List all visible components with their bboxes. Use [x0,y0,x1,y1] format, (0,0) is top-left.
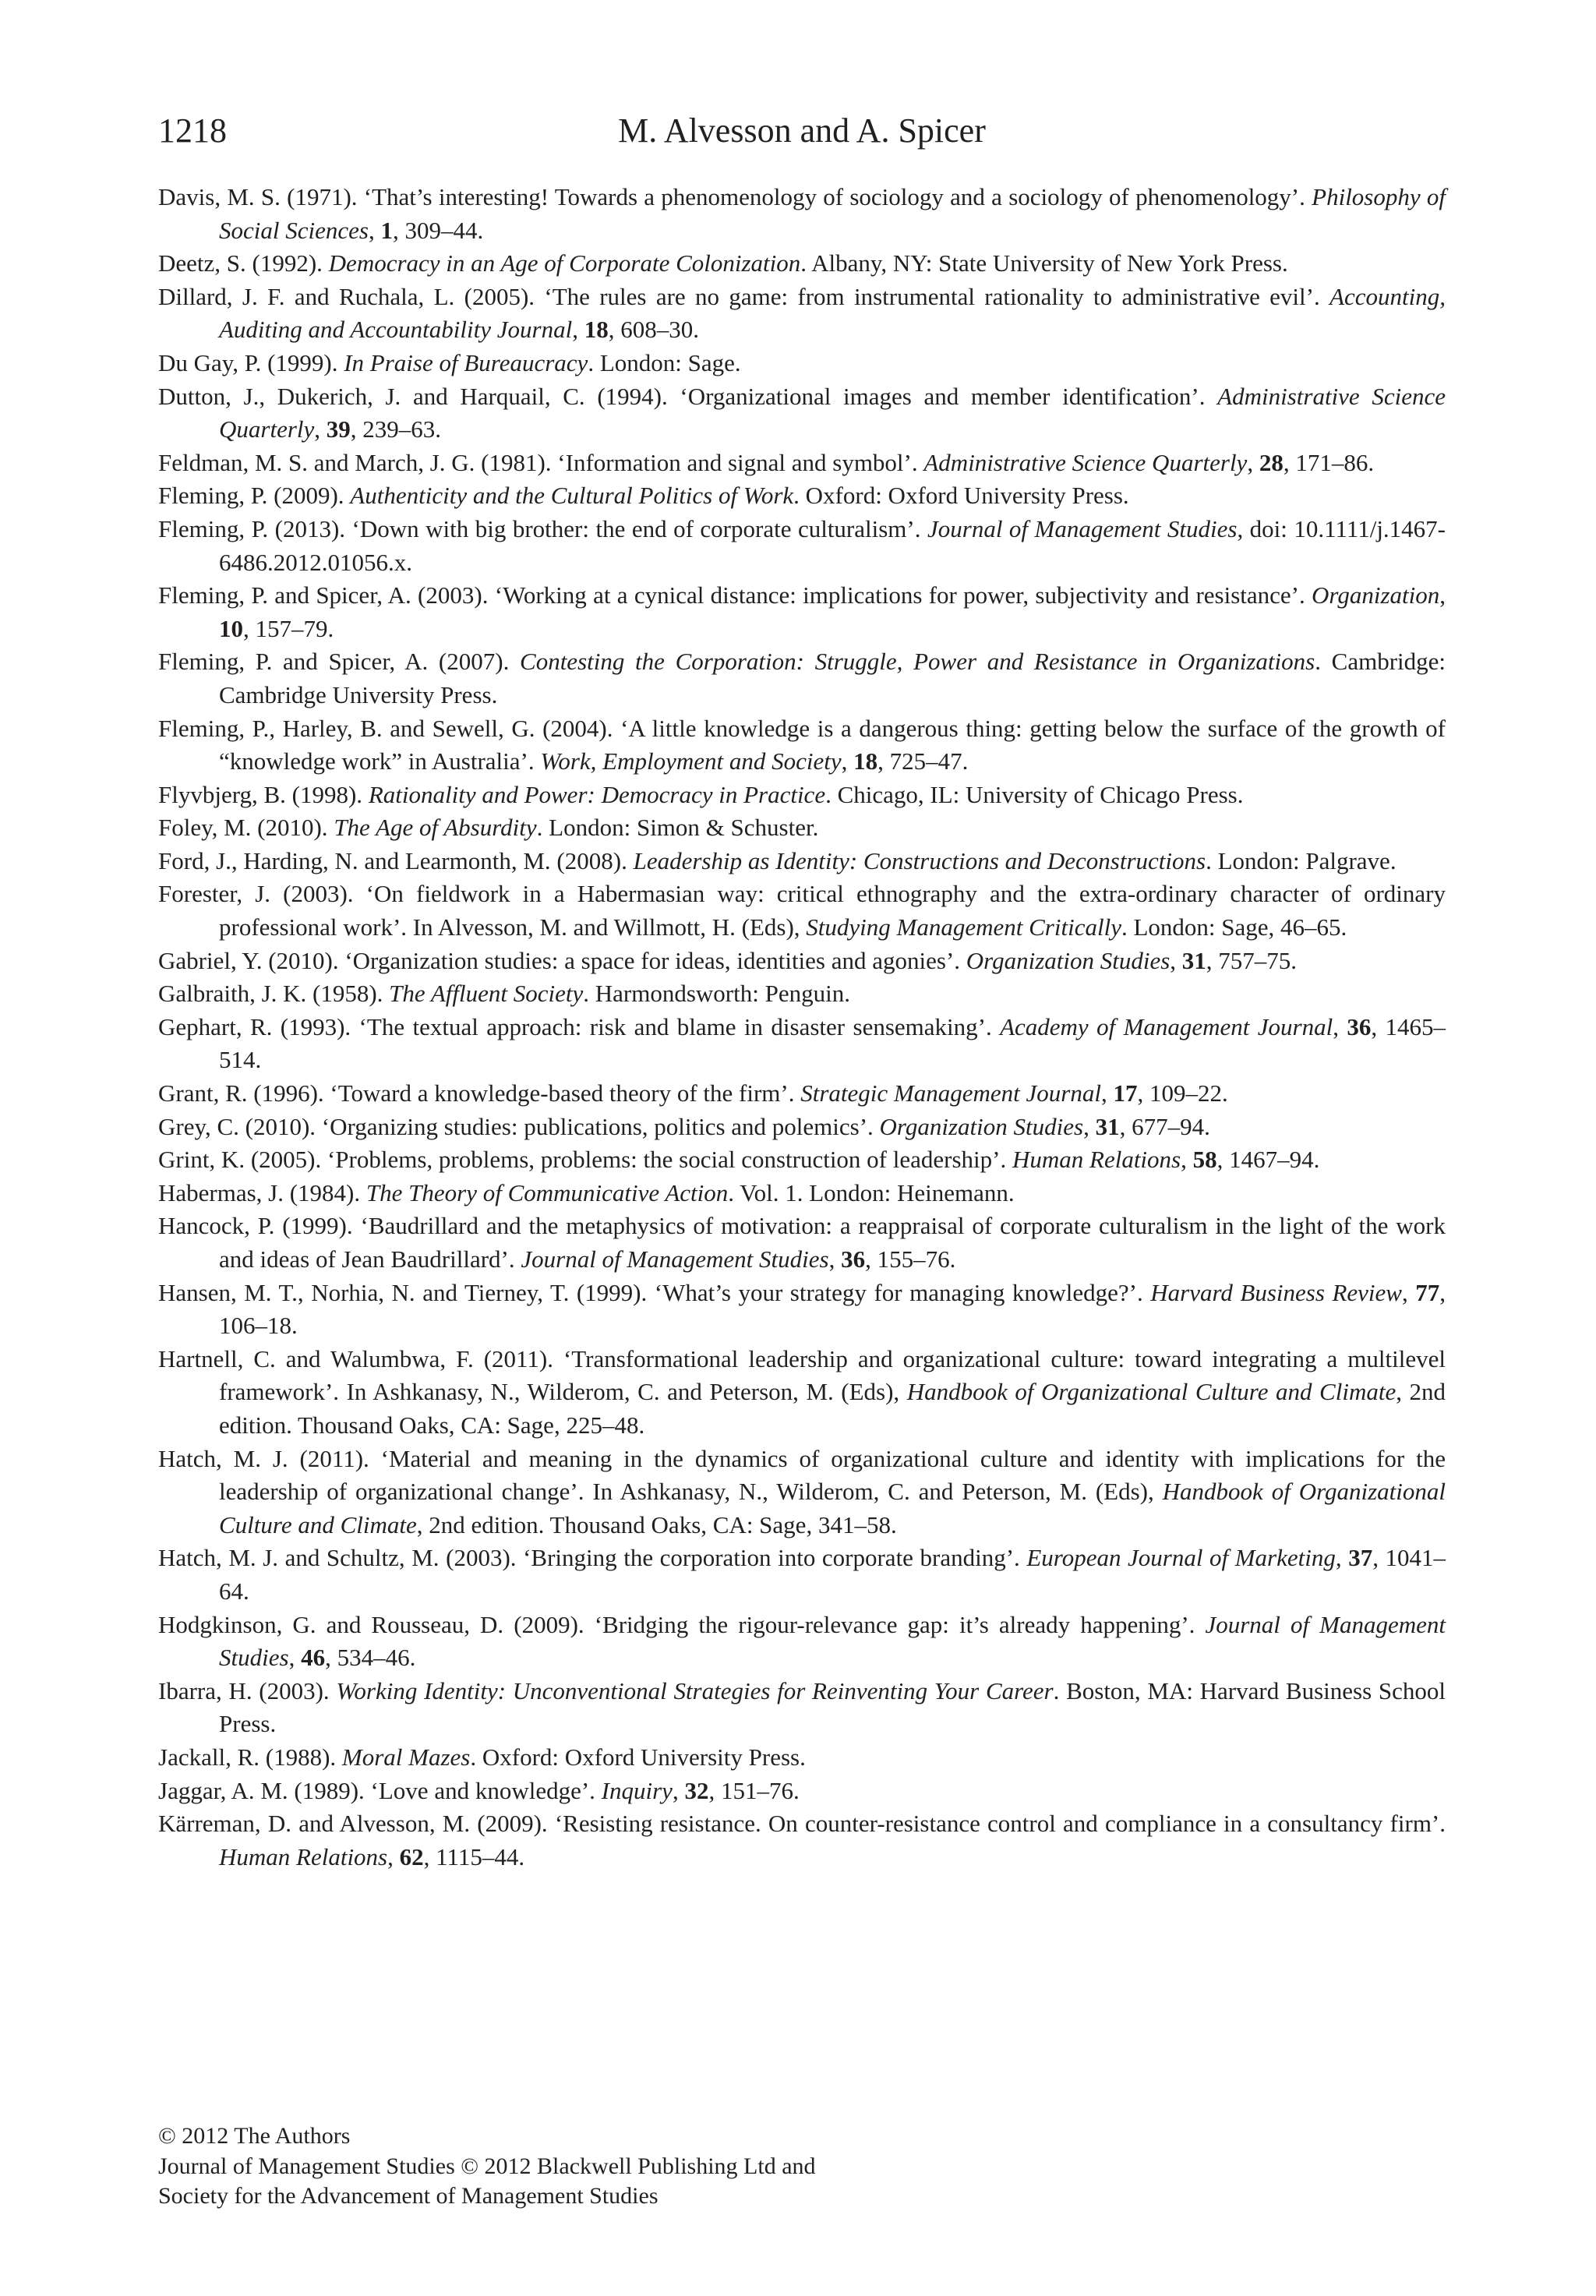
reference-text: Fleming, P. (2013). ‘Down with big brother: the end of corporate culturalism’. [158,514,927,542]
reference-text: . Harmondsworth: Penguin. [583,980,850,1008]
reference-text: Ibarra, H. (2003). [158,1676,337,1704]
reference-text: Habermas, J. (1984). [158,1178,366,1206]
reference-text: Dillard, J. F. and Ruchala, L. (2005). ‘The rules are no game: from instrumental rationality to administrative evil’. [158,282,1330,310]
reference-entry [158,1775,1446,1808]
reference-text: Davis, M. S. (1971). ‘That’s interesting! Towards a phenomenology of sociology and a sociology of phenomenology’. [158,183,1312,210]
reference-text: , 151–76. [708,1776,800,1804]
reference-text: , [828,1245,842,1273]
reference-entry [158,479,1446,513]
reference-text: . London: Simon & Schuster. [536,814,819,842]
reference-text: Galbraith, J. K. (1958). [158,980,390,1008]
reference-text: , 677–94. [1119,1112,1210,1140]
reference-text: Hartnell, C. and Walumbwa, F. (2011). ‘Transformational leadership and organizational culture: toward integrating a multilevel framework’. In Ashkanasy, N., Wilderom, C. and Peterson, M. (Eds), [158,1344,1446,1406]
reference-volume: 17 [1113,1079,1138,1107]
reference-volume: 10 [219,614,243,642]
page-number: 1218 [158,111,227,150]
reference-text: Gabriel, Y. (2010). ‘Organization studies: a space for ideas, identities and agonies’. [158,946,966,974]
reference-title-italic: Journal of Management Studies [521,1245,829,1273]
running-head: M. Alvesson and A. Spicer [618,111,986,150]
reference-text: . Boston, MA: Harvard Business School Press. [219,1676,1446,1738]
reference-entry [158,712,1446,779]
reference-text: , [1247,448,1259,476]
reference-text: . Albany, NY: State University of New York Press. [800,249,1288,277]
reference-entry [158,779,1446,812]
reference-text: , 1041–64. [219,1544,1446,1605]
reference-text: , [1100,1079,1114,1107]
journal-copyright-line: Journal of Management Studies © 2012 Blackwell Publishing Ltd and [158,2153,816,2179]
reference-volume: 58 [1192,1146,1217,1174]
reference-entry [158,380,1446,447]
reference-text: , [1335,1544,1349,1572]
reference-title-italic: Accounting, Auditing and Accountability Journal [219,282,1446,344]
reference-title-italic: Handbook of Organizational Culture and Climate [219,1478,1446,1538]
reference-volume: 39 [326,415,351,443]
reference-entry [158,811,1446,845]
reference-text: Ford, J., Harding, N. and Learmonth, M. (2008). [158,846,634,874]
reference-text: , [314,415,327,443]
reference-text: , [1170,946,1182,974]
reference-text: . London: Sage, 46–65. [1121,913,1347,941]
reference-entry [158,181,1446,247]
reference-title-italic: Academy of Management Journal [1000,1012,1333,1040]
reference-entry [158,1609,1446,1675]
reference-text: , [387,1842,400,1870]
reference-title-italic: Journal of Management Studies [219,1610,1446,1672]
copyright-line: © 2012 The Authors [158,2123,351,2149]
reference-text: Grant, R. (1996). ‘Toward a knowledge-based theory of the firm’. [158,1079,801,1107]
reference-title-italic: Human Relations [219,1842,388,1870]
reference-text: Hansen, M. T., Norhia, N. and Tierney, T. (1999). ‘What’s your strategy for managing knowledge?’. [158,1278,1151,1306]
reference-entry [158,845,1446,878]
reference-entry [158,1807,1446,1874]
reference-title-italic: Organization [1312,581,1440,609]
reference-text: Hatch, M. J. and Schultz, M. (2003). ‘Bringing the corporation into corporate branding’. [158,1544,1027,1572]
reference-text: Jaggar, A. M. (1989). ‘Love and knowledge’. [158,1776,602,1804]
reference-text: , 309–44. [392,216,484,244]
reference-text: , 171–86. [1283,448,1375,476]
reference-entry [158,1741,1446,1775]
reference-title-italic: Philosophy of Social Sciences [219,183,1446,244]
page-header [158,109,1446,153]
reference-text: , 1467–94. [1216,1146,1320,1174]
reference-title-italic: Work, Employment and Society [540,747,842,775]
reference-text: Hodgkinson, G. and Rousseau, D. (2009). ‘Bridging the rigour-relevance gap: it’s already happening’. [158,1610,1206,1638]
reference-text: Gephart, R. (1993). ‘The textual approach: risk and blame in disaster sensemaking’. [158,1012,1001,1040]
reference-title-italic: Leadership as Identity: Constructions and Deconstructions [633,846,1206,874]
reference-title-italic: The Affluent Society [389,980,584,1008]
reference-list [158,181,1446,1874]
reference-title-italic: The Theory of Communicative Action [365,1178,729,1206]
reference-title-italic: Authenticity and the Cultural Politics of Work [350,482,794,510]
reference-title-italic: Harvard Business Review [1150,1278,1402,1306]
reference-text: . London: Sage. [588,348,741,376]
reference-title-italic: Contesting the Corporation: Struggle, Power and Resistance in Organizations [520,648,1315,676]
reference-text: Fleming, P. and Spicer, A. (2007). [158,648,521,676]
reference-volume: 77 [1415,1278,1440,1306]
reference-text: , [288,1644,302,1672]
reference-title-italic: Organization Studies [879,1112,1084,1140]
reference-entry [158,1111,1446,1144]
reference-entry [158,645,1446,712]
reference-text: Flyvbjerg, B. (1998). [158,780,369,808]
reference-text: , 534–46. [325,1644,416,1672]
reference-text: . London: Palgrave. [1206,846,1396,874]
reference-entry [158,447,1446,480]
reference-text: , 1115–44. [423,1842,525,1870]
reference-entry [158,1210,1446,1276]
reference-entry [158,977,1446,1011]
reference-entry [158,1443,1446,1542]
reference-text: Hancock, P. (1999). ‘Baudrillard and the metaphysics of motivation: a reappraisal of corporate culturalism in the light of the work and ideas of Jean Baudrillard’. [158,1212,1446,1273]
reference-volume: 62 [399,1842,424,1870]
reference-entry [158,347,1446,380]
reference-text: . Oxford: Oxford University Press. [793,482,1129,510]
reference-volume: 36 [1347,1012,1372,1040]
reference-title-italic: European Journal of Marketing [1026,1544,1336,1572]
reference-volume: 28 [1259,448,1284,476]
reference-title-italic: Handbook of Organizational Culture and Climate [906,1378,1396,1406]
reference-volume: 1 [380,216,393,244]
reference-text: , [1439,581,1446,609]
reference-entry [158,247,1446,281]
reference-volume: 31 [1181,946,1206,974]
reference-text: , [841,747,854,775]
reference-title-italic: Administrative Science Quarterly [219,382,1446,443]
reference-title-italic: In Praise of Bureaucracy [344,348,588,376]
reference-entry [158,281,1446,347]
reference-volume: 32 [684,1776,709,1804]
reference-text: , 725–47. [877,747,969,775]
reference-text: , [672,1776,685,1804]
reference-volume: 36 [841,1245,866,1273]
reference-text: Fleming, P., Harley, B. and Sewell, G. (2004). ‘A little knowledge is a dangerous thing: getting below the surface of the growth of “knowledge work” in Australia’. [158,714,1446,775]
reference-title-italic: Journal of Management Studies [927,514,1238,542]
reference-volume: 37 [1348,1544,1373,1572]
reference-volume: 31 [1095,1112,1120,1140]
reference-text: Jackall, R. (1988). [158,1743,342,1771]
reference-text: . Vol. 1. London: Heinemann. [728,1178,1015,1206]
reference-text: Kärreman, D. and Alvesson, M. (2009). ‘Resisting resistance. On counter-resistance control and compliance in a consultancy firm’. [158,1810,1446,1838]
reference-text: Grint, K. (2005). ‘Problems, problems, problems: the social construction of leadership’. [158,1146,1012,1174]
reference-title-italic: The Age of Absurdity [334,814,537,842]
reference-title-italic: Human Relations [1012,1146,1181,1174]
reference-entry [158,878,1446,944]
reference-title-italic: Rationality and Power: Democracy in Practice [368,780,826,808]
reference-title-italic: Working Identity: Unconventional Strategies for Reinventing Your Career [336,1676,1054,1704]
reference-text: , [368,216,381,244]
reference-text: Fleming, P. and Spicer, A. (2003). ‘Working at a cynical distance: implications for power, subjectivity and resistance’. [158,581,1312,609]
reference-text: , [1401,1278,1416,1306]
reference-text: Hatch, M. J. (2011). ‘Material and meaning in the dynamics of organizational culture and identity with implications for the leadership of organizational change’. In Ashkanasy, N., Wilderom, C. and Peterson, M. (Eds), [158,1444,1446,1506]
copyright-footer [158,2121,1093,2212]
reference-title-italic: Moral Mazes [341,1743,471,1771]
reference-text: Grey, C. (2010). ‘Organizing studies: publications, politics and polemics’. [158,1112,880,1140]
reference-text: , 239–63. [350,415,442,443]
reference-text: , 155–76. [865,1245,956,1273]
reference-volume: 18 [584,316,609,344]
reference-entry [158,1177,1446,1210]
reference-title-italic: Inquiry [601,1776,673,1804]
reference-entry [158,945,1446,978]
reference-text: , 757–75. [1206,946,1298,974]
reference-entry [158,1077,1446,1111]
reference-volume: 18 [853,747,878,775]
reference-entry [158,1542,1446,1608]
society-line: Society for the Advancement of Management Studies [158,2183,659,2209]
reference-entry [158,1675,1446,1741]
reference-title-italic: Studying Management Critically [806,913,1121,941]
reference-text: . Oxford: Oxford University Press. [470,1743,806,1771]
reference-text: , [1333,1012,1347,1040]
reference-text: , doi: 10.1111/j.1467-6486.2012.01056.x. [219,514,1446,576]
reference-text: Dutton, J., Dukerich, J. and Harquail, C. (1994). ‘Organizational images and member identification’. [158,382,1218,410]
reference-text: , 2nd edition. Thousand Oaks, CA: Sage, 341–58. [416,1510,897,1538]
reference-text: Feldman, M. S. and March, J. G. (1981). ‘Information and signal and symbol’. [158,448,924,476]
reference-text: , [572,316,584,344]
reference-text: , 1465–514. [219,1012,1446,1074]
reference-text: , [1083,1112,1096,1140]
reference-title-italic: Organization Studies [966,946,1171,974]
reference-text: . Cambridge: Cambridge University Press. [219,648,1446,708]
reference-entry [158,579,1446,645]
reference-title-italic: Administrative Science Quarterly [923,448,1248,476]
reference-text: Forester, J. (2003). ‘On fieldwork in a Habermasian way: critical ethnography and the extra-ordinary character of ordinary professional work’. In Alvesson, M. and Willmott, H. (Eds), [158,880,1446,941]
reference-entry [158,1143,1446,1177]
reference-title-italic: Democracy in an Age of Corporate Colonization [328,249,801,277]
reference-entry [158,1343,1446,1443]
reference-text: , 608–30. [608,316,699,344]
reference-title-italic: Strategic Management Journal [800,1079,1101,1107]
reference-text: , 109–22. [1137,1079,1228,1107]
reference-entry [158,1011,1446,1077]
reference-entry [158,513,1446,579]
reference-text: , 157–79. [243,614,334,642]
reference-text: , 106–18. [219,1278,1446,1340]
reference-text: Fleming, P. (2009). [158,482,351,510]
reference-text: , 2nd edition. Thousand Oaks, CA: Sage, 225–48. [219,1378,1446,1439]
reference-text: , [1181,1146,1193,1174]
reference-text: Du Gay, P. (1999). [158,348,344,376]
reference-entry [158,1277,1446,1343]
reference-text: Foley, M. (2010). [158,814,334,842]
reference-text: . Chicago, IL: University of Chicago Press. [825,780,1244,808]
reference-volume: 46 [301,1644,326,1672]
reference-text: Deetz, S. (1992). [158,249,329,277]
